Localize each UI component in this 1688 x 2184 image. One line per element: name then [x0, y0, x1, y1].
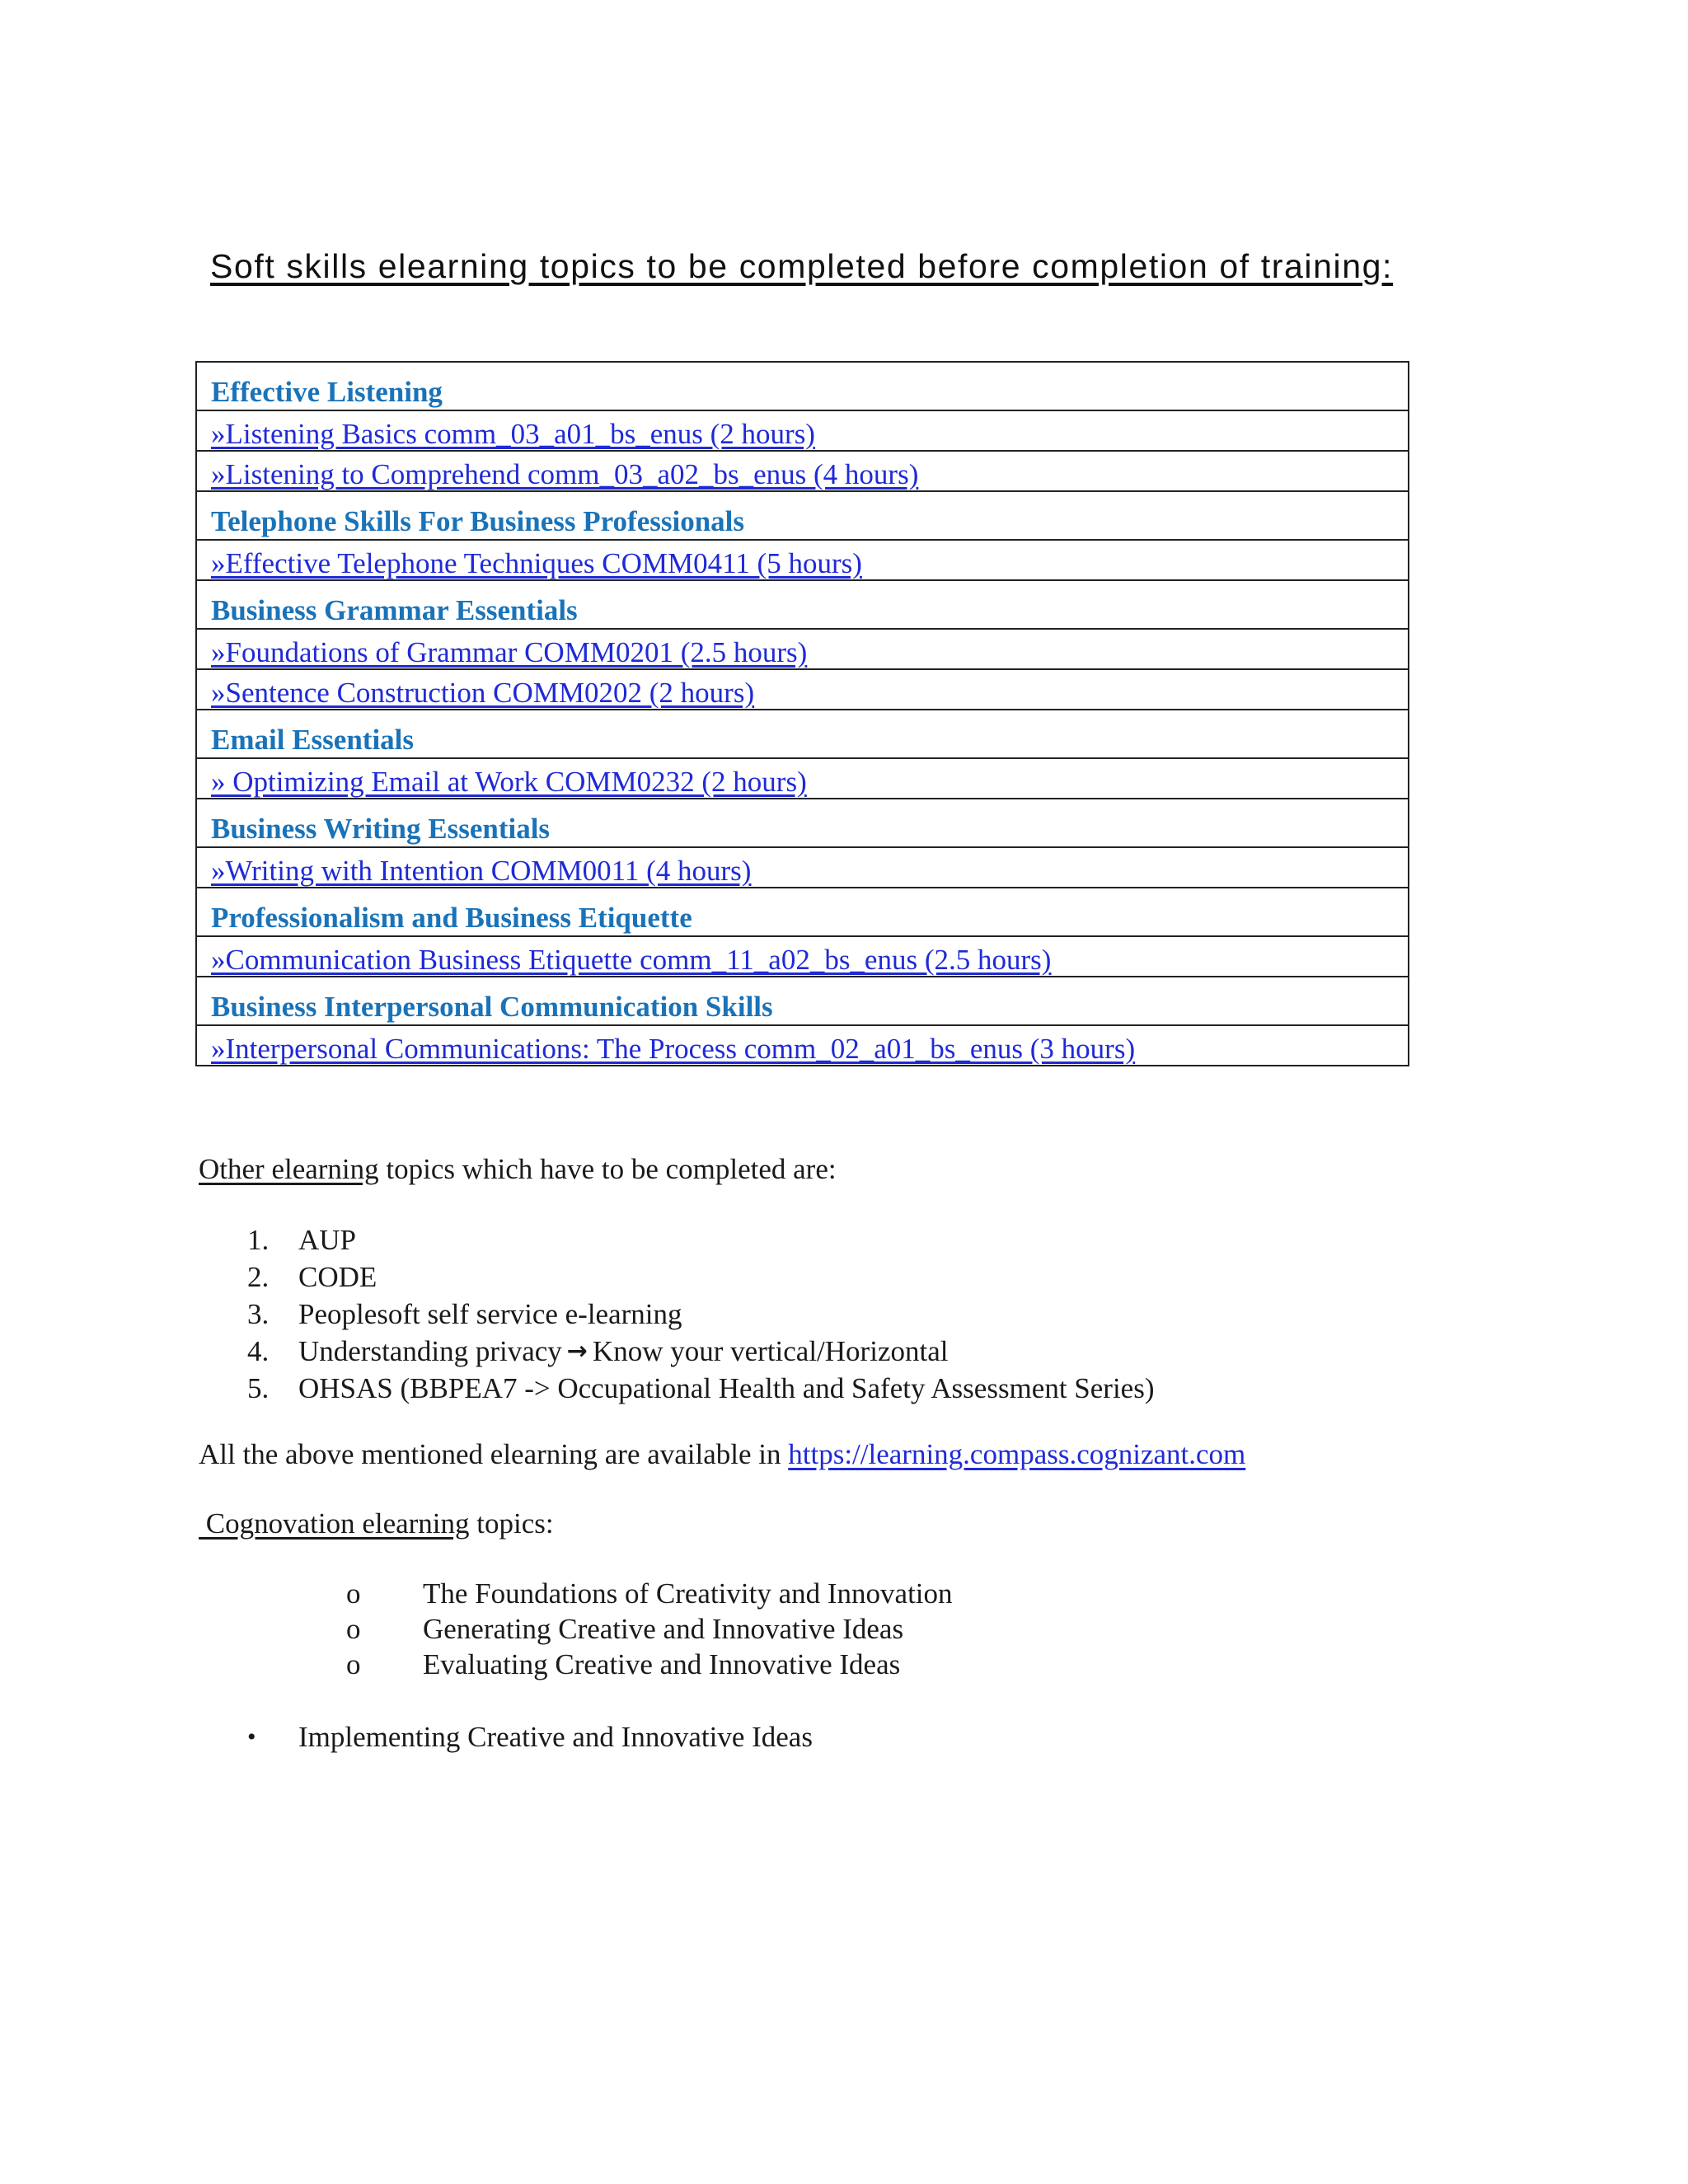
compass-learning-link[interactable]: https://learning.compass.cognizant.com: [788, 1438, 1246, 1470]
course-row: [196, 669, 1409, 710]
circle-bullet-icon: o: [346, 1613, 361, 1645]
list-number: 4.: [247, 1335, 270, 1367]
list-item: [346, 1647, 953, 1682]
list-item-text: The Foundations of Creativity and Innovation: [423, 1577, 953, 1610]
category-row: [196, 710, 1409, 758]
course-row: [196, 1025, 1409, 1066]
category-row: [196, 888, 1409, 936]
course-row: [196, 629, 1409, 669]
category-row: [196, 362, 1409, 410]
course-link[interactable]: »Effective Telephone Techniques COMM0411 (5 hours): [211, 547, 862, 579]
course-row: [196, 758, 1409, 799]
list-item: [247, 1221, 1154, 1258]
category-label: Business Interpersonal Communication Skills: [211, 991, 773, 1023]
category-label: Effective Listening: [211, 376, 443, 408]
course-row: [196, 410, 1409, 451]
category-row: [196, 580, 1409, 629]
list-item: [346, 1611, 953, 1647]
cognovation-bullet-list: [247, 1719, 813, 1755]
list-number: 3.: [247, 1298, 270, 1330]
course-link[interactable]: » Optimizing Email at Work COMM0232 (2 hours): [211, 766, 807, 798]
list-item: [247, 1719, 813, 1755]
course-row: [196, 451, 1409, 491]
category-label: Professionalism and Business Etiquette: [211, 902, 692, 934]
list-number: 1.: [247, 1224, 270, 1256]
circle-bullet-icon: o: [346, 1648, 361, 1680]
category-row: [196, 491, 1409, 540]
list-item-text: Know your vertical/Horizontal: [592, 1335, 949, 1367]
list-item-text: Implementing Creative and Innovative Ideas: [298, 1721, 813, 1753]
bullet-dot-icon: •: [247, 1723, 256, 1750]
list-item-text: Peoplesoft self service e-learning: [298, 1298, 682, 1330]
course-link[interactable]: »Sentence Construction COMM0202 (2 hours): [211, 677, 755, 709]
course-link[interactable]: »Listening Basics comm_03_a01_bs_enus (2 hours): [211, 418, 815, 450]
list-item-text: Generating Creative and Innovative Ideas: [423, 1613, 904, 1645]
course-row: [196, 936, 1409, 977]
course-row: [196, 847, 1409, 888]
list-item-text: OHSAS (BBPEA7 -> Occupational Health and Safety Assessment Series): [298, 1372, 1155, 1404]
list-item: [247, 1258, 1154, 1296]
list-item-text: AUP: [298, 1224, 357, 1256]
list-item-text: CODE: [298, 1261, 377, 1293]
list-number: 5.: [247, 1372, 270, 1404]
list-item: [247, 1296, 1154, 1333]
category-label: Telephone Skills For Business Professionals: [211, 505, 745, 537]
course-link[interactable]: »Writing with Intention COMM0011 (4 hours): [211, 855, 752, 887]
arrow-right-icon: →: [566, 1337, 588, 1366]
page-title: Soft skills elearning topics to be completed before completion of training:: [210, 247, 1394, 285]
circle-bullet-icon: o: [346, 1577, 361, 1610]
list-item: [346, 1576, 953, 1611]
list-item-text: Understanding privacy: [298, 1335, 562, 1367]
course-link[interactable]: »Listening to Comprehend comm_03_a02_bs_enus (4 hours): [211, 458, 919, 490]
cognovation-heading: [199, 1506, 554, 1542]
course-row: [196, 540, 1409, 580]
category-row: [196, 977, 1409, 1025]
other-topics-intro-rest: topics which have to be completed are:: [378, 1153, 837, 1185]
list-item: [247, 1333, 1154, 1370]
list-item-text: Evaluating Creative and Innovative Ideas: [423, 1648, 901, 1680]
category-row: [196, 799, 1409, 847]
course-table: [195, 361, 1409, 1066]
list-number: 2.: [247, 1261, 270, 1293]
other-elearning-underlined: Other elearning: [199, 1153, 379, 1185]
other-topics-intro: [199, 1151, 837, 1188]
cognovation-heading-rest: topics:: [469, 1507, 554, 1540]
category-label: Email Essentials: [211, 724, 415, 756]
availability-text: All the above mentioned elearning are available in: [199, 1438, 789, 1470]
category-label: Business Writing Essentials: [211, 813, 551, 845]
category-label: Business Grammar Essentials: [211, 594, 578, 626]
course-link[interactable]: »Foundations of Grammar COMM0201 (2.5 hours): [211, 636, 808, 668]
availability-line: [199, 1436, 1245, 1473]
course-link[interactable]: »Interpersonal Communications: The Process comm_02_a01_bs_enus (3 hours): [211, 1033, 1136, 1065]
course-link[interactable]: »Communication Business Etiquette comm_11_a02_bs_enus (2.5 hours): [211, 944, 1052, 976]
list-item: [247, 1370, 1154, 1407]
cognovation-underlined: Cognovation elearning: [199, 1507, 470, 1540]
cognovation-sub-list: [346, 1576, 953, 1682]
other-topics-list: [247, 1221, 1154, 1407]
